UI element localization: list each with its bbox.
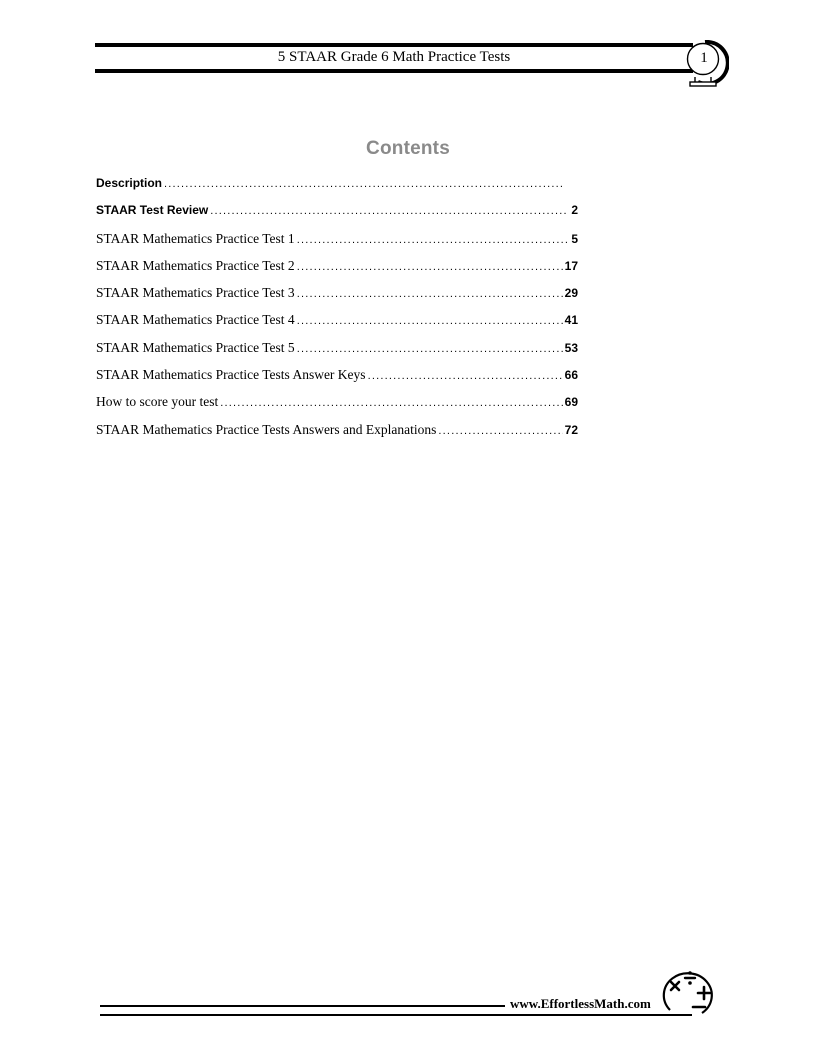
header-rule-bottom (95, 69, 693, 73)
toc-entry-label: How to score your test (96, 394, 219, 410)
toc-entry-page: 69 (564, 395, 578, 410)
toc-entry-page: 41 (564, 313, 578, 328)
toc-entry-practice-test-1[interactable] (96, 231, 578, 258)
toc-entry-page: 5 (571, 231, 578, 246)
toc-entry-page: 2 (571, 203, 578, 218)
toc-entry-description[interactable] (96, 176, 578, 203)
header-rule-top (95, 43, 693, 47)
toc-entry-label: STAAR Mathematics Practice Test 3 (96, 285, 295, 301)
toc-entry-page: 72 (564, 422, 578, 437)
toc-entry-page: 53 (564, 340, 578, 355)
toc-entry-page: 66 (564, 368, 578, 383)
toc-entry-page: 29 (564, 286, 578, 301)
toc-entry-label: STAAR Mathematics Practice Test 1 (96, 230, 295, 246)
contents-title: Contents (366, 138, 450, 159)
toc-entry-practice-test-3[interactable] (96, 285, 578, 312)
toc-entry-page: 17 (564, 258, 578, 273)
toc-leader-dots (210, 205, 568, 217)
footer-website-link[interactable]: www.EffortlessMath.com (510, 996, 651, 1011)
toc-entry-label: STAAR Mathematics Practice Test 4 (96, 312, 295, 328)
toc-leader-dots (438, 425, 562, 437)
page-header (95, 40, 735, 92)
toc-entry-label: STAAR Mathematics Practice Tests Answers and Explanations (96, 421, 437, 437)
toc-leader-dots (297, 315, 563, 327)
toc-entry-answer-keys[interactable] (96, 367, 578, 394)
toc-leader-dots (297, 343, 563, 355)
toc-entry-practice-test-4[interactable] (96, 312, 578, 339)
toc-entry-label: STAAR Mathematics Practice Test 5 (96, 339, 295, 355)
toc-entry-practice-test-2[interactable] (96, 258, 578, 285)
toc-entry-label: STAAR Mathematics Practice Test 2 (96, 257, 295, 273)
footer-rule-bottom (100, 1014, 692, 1016)
toc-entry-label: STAAR Mathematics Practice Tests Answer Keys (96, 367, 366, 383)
toc-leader-dots (220, 397, 562, 409)
math-operators-icon (660, 966, 718, 1018)
toc-entry-label: Description (96, 176, 163, 190)
toc-entry-answers-explanations[interactable] (96, 422, 578, 449)
toc-leader-dots (297, 288, 563, 300)
toc-leader-dots (164, 178, 564, 190)
toc-entry-how-to-score[interactable] (96, 394, 578, 421)
footer-rule-top (100, 1005, 505, 1007)
page-number: 1 (700, 50, 708, 66)
toc-leader-dots (297, 234, 568, 246)
toc-leader-dots (368, 370, 563, 382)
toc-leader-dots (297, 261, 563, 273)
toc-entry-label: STAAR Test Review (96, 203, 209, 218)
toc-entry-staar-test-review[interactable] (96, 203, 578, 230)
toc-entry-practice-test-5[interactable] (96, 340, 578, 367)
header-title: 5 STAAR Grade 6 Math Practice Tests (277, 49, 511, 65)
table-of-contents (96, 176, 578, 449)
